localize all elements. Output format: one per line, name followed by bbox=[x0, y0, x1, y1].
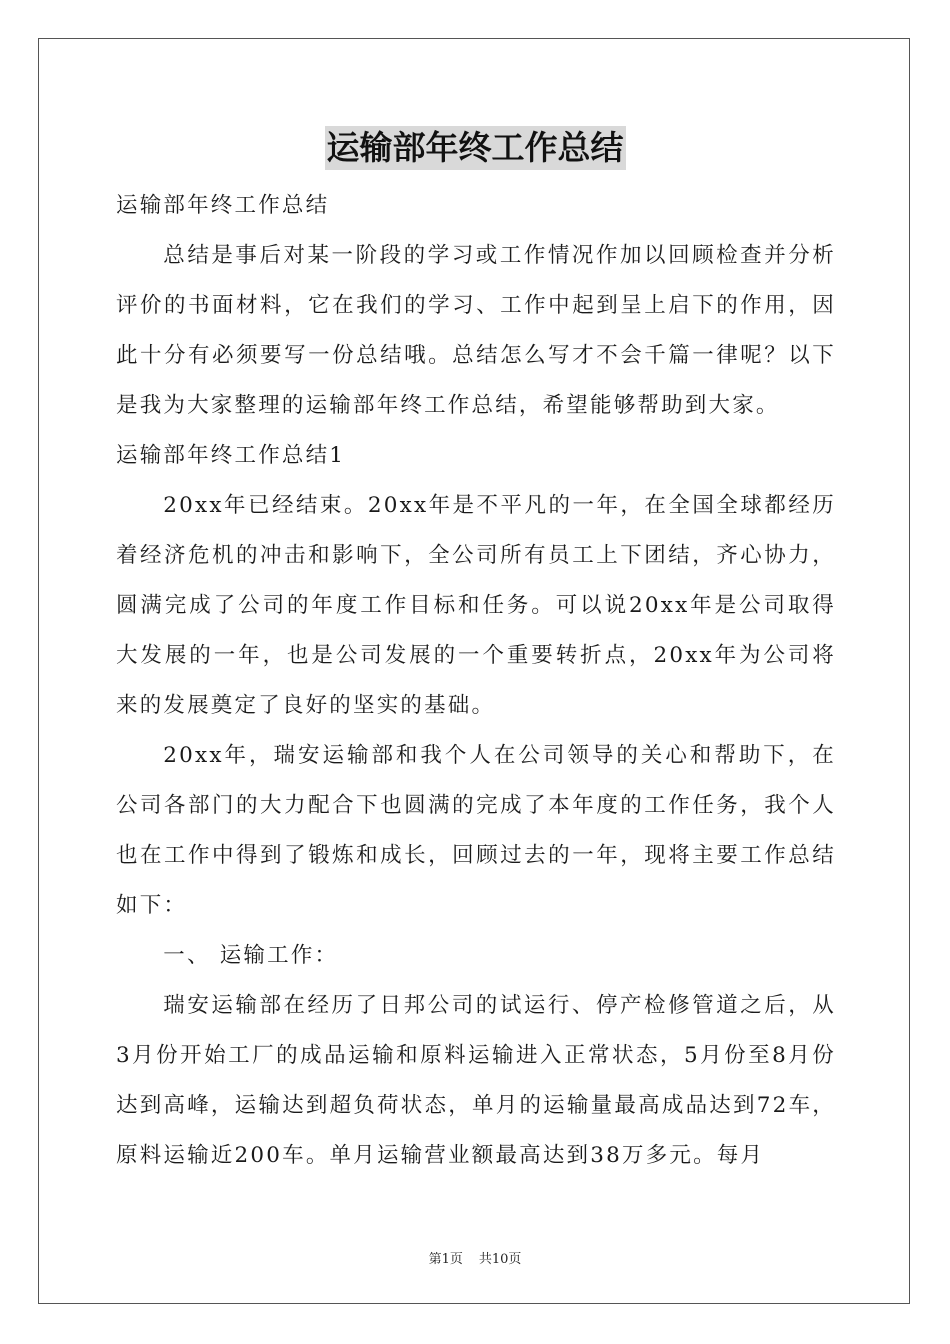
intro-paragraph: 总结是事后对某一阶段的学习或工作情况作加以回顾检查并分析评价的书面材料，它在我们的学习、工作中起到呈上启下的作用，因此十分有必须要写一份总结哦。总结怎么写才不会千篇一律呢？以下是我为大家整理的运输部年终工作总结，希望能够帮助到大家。 bbox=[116, 243, 836, 418]
body-paragraph: 20xx年，瑞安运输部和我个人在公司领导的关心和帮助下，在公司各部门的大力配合下也圆满的完成了本年度的工作任务，我个人也在工作中得到了锻炼和成长，回顾过去的一年，现将主要工作总结如下： bbox=[116, 743, 836, 918]
page-total: 共10页 bbox=[478, 1252, 522, 1267]
list-heading: 一、 运输工作： bbox=[163, 943, 339, 968]
page-footer bbox=[0, 1248, 950, 1267]
body-paragraph: 20xx年已经结束。20xx年是不平凡的一年，在全国全球都经历着经济危机的冲击和影响下，全公司所有员工上下团结，齐心协力，圆满完成了公司的年度工作目标和任务。可以说20xx年是公司取得大发展的一年，也是公司发展的一个重要转折点，20xx年为公司将来的发展奠定了良好的坚实的基础。 bbox=[116, 493, 836, 718]
subtitle-line: 运输部年终工作总结 bbox=[116, 193, 330, 218]
body-paragraph: 瑞安运输部在经历了日邦公司的试运行、停产检修管道之后，从3月份开始工厂的成品运输和原料运输进入正常状态，5月份至8月份达到高峰，运输达到超负荷状态，单月的运输量最高成品达到72车，原料运输近200车。单月运输营业额最高达到38万多元。每月 bbox=[116, 993, 836, 1168]
section-heading: 运输部年终工作总结1 bbox=[116, 443, 346, 468]
title-container bbox=[0, 126, 950, 170]
document-body bbox=[116, 181, 836, 1181]
document-title: 运输部年终工作总结 bbox=[325, 126, 626, 170]
page-number: 第1页 bbox=[428, 1252, 463, 1267]
